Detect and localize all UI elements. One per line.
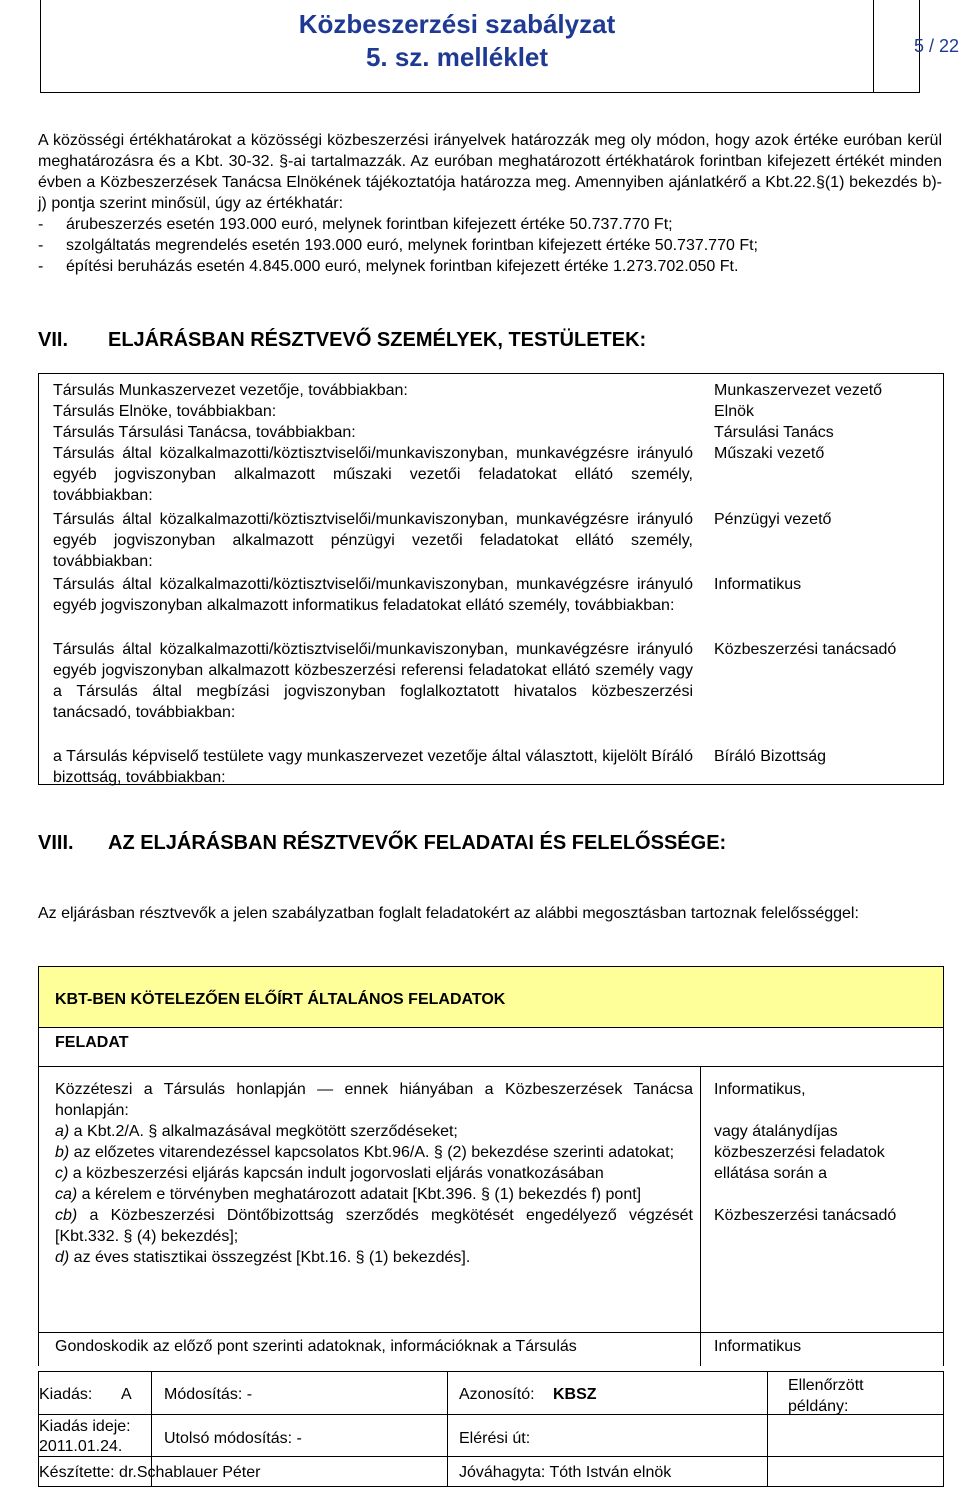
footer-divider <box>447 1372 448 1486</box>
threshold-services: szolgáltatás megrendelés esetén 193.000 euró, melynek forintban kifejezett értéke 50.737.770 Ft; <box>66 237 758 254</box>
list-item <box>38 235 942 256</box>
footer-row-divider <box>39 1456 943 1457</box>
person-description: Társulás által közalkalmazotti/köztisztviselői/munkaviszonyban, munkavégzésre irányuló egyéb jogviszonyban alkalmazott műszaki vezetői feladatokat ellátó személy, továbbiakban: <box>53 445 693 504</box>
intro-paragraph <box>38 130 942 277</box>
task-line: b) az előzetes vitarendezéssel kapcsolatos Kbt.96/A. § (2) bekezdése szerinti adatokat; <box>55 1144 675 1161</box>
document-title: Közbeszerzési szabályzat <box>298 9 616 39</box>
section-number: VII. <box>38 329 69 351</box>
footer-azonosito-label: Azonosító: <box>459 1386 535 1403</box>
page-number: 5 / 22 <box>913 35 960 56</box>
intro-text: A közösségi értékhatárokat a közösségi közbeszerzési irányelvek határozzák meg oly módon, hogy azok értéke euróban kerül meghatározásra és a Kbt. 30-32. §-ai tartalmazzák. Az euróban meghatározott értékhatárok forintban kifejezett értékét minden évben a Közbeszerzések Tanácsa Elnökének tájékoztatója határozza meg. Amennyiben ajánlatkérő a Kbt.22.§(1) bekezdés b)-j) pontja szerint minősül, úgy az értékhatár: <box>38 132 942 212</box>
threshold-goods: árubeszerzés esetén 193.000 euró, melynek forintban kifejezett értéke 50.737.770 Ft; <box>66 216 673 233</box>
dash-bullet: - <box>38 216 44 233</box>
footer-utolso-modositas: Utolsó módosítás: - <box>164 1430 302 1447</box>
footer-keszitette: Készítette: dr.Schablauer Péter <box>39 1464 261 1481</box>
footer-divider <box>767 1372 768 1486</box>
list-item <box>38 256 942 277</box>
task-line: a) a Kbt.2/A. § alkalmazásával megkötött szerződéseket; <box>55 1123 458 1140</box>
dash-bullet: - <box>38 258 44 275</box>
footer-modositas: Módosítás: - <box>164 1386 253 1403</box>
person-role: Munkaszervezet vezető <box>714 382 883 399</box>
person-role: Bíráló Bizottság <box>714 748 827 765</box>
person-description: Társulás Társulási Tanácsa, továbbiakban: <box>53 424 356 441</box>
person-description: Társulás Elnöke, továbbiakban: <box>53 403 277 420</box>
dash-bullet: - <box>38 237 44 254</box>
person-role: Társulási Tanács <box>714 424 834 441</box>
person-description: a Társulás képviselő testülete vagy munkaszervezet vezetője által választott, kijelölt Bíráló bizottság, továbbiakban: <box>53 748 693 786</box>
person-description: Társulás által közalkalmazotti/köztisztviselői/munkaviszonyban, munkavégzésre irányuló egyéb jogviszonyban alkalmazott közbeszerzési referensi feladatokat ellátó személy vagy a Társulás által megbízási jogviszonyban foglalkoztatott hivatalos közbeszerzési tanácsadó, továbbiakban: <box>53 641 693 721</box>
responsible-line: vagy átalánydíjas közbeszerzési feladatok ellátása során a <box>714 1123 885 1182</box>
row-divider <box>39 1066 943 1067</box>
person-description: Társulás által közalkalmazotti/köztisztviselői/munkaviszonyban, munkavégzésre irányuló egyéb jogviszonyban alkalmazott pénzügyi vezetői feladatokat ellátó személy, továbbiakban: <box>53 511 693 570</box>
persons-table <box>38 373 944 785</box>
threshold-works: építési beruházás esetén 4.845.000 euró, melynek forintban kifejezett értéke 1.273.702.050 Ft. <box>66 258 739 275</box>
footer-kiadas-ideje <box>39 1417 149 1457</box>
person-role: Közbeszerzési tanácsadó <box>714 641 897 658</box>
footer-kiadas-value: A <box>121 1386 132 1403</box>
task-line: d) az éves statisztikai összegzést [Kbt.16. § (1) bekezdés]. <box>55 1249 471 1266</box>
task-line: ca) a kérelem e törvényben meghatározott adatait [Kbt.396. § (1) bekezdés f) pont] <box>55 1186 642 1203</box>
footer-jovahagyta: Jóváhagyta: Tóth István elnök <box>459 1464 672 1481</box>
task-1-responsible <box>714 1079 934 1226</box>
footer-ellenorzott: Ellenőrzött példány: <box>788 1377 864 1415</box>
person-role: Informatikus <box>714 576 802 593</box>
person-role: Pénzügyi vezető <box>714 511 832 528</box>
responsible-line: Közbeszerzési tanácsadó <box>714 1207 897 1224</box>
section-title: ELJÁRÁSBAN RÉSZTVEVŐ SZEMÉLYEK, TESTÜLETEK: <box>108 329 647 351</box>
tasks-table <box>38 1026 944 1366</box>
document-subtitle: 5. sz. melléklet <box>365 42 549 72</box>
column-header-task: FELADAT <box>55 1034 129 1051</box>
section-title: AZ ELJÁRÁSBAN RÉSZTVEVŐK FELADATAI ÉS FELELŐSSÉGE: <box>108 832 727 854</box>
footer-eleresi-ut: Elérési út: <box>459 1430 531 1447</box>
footer-kiadas-label: Kiadás: <box>39 1386 93 1403</box>
person-role: Elnök <box>714 403 755 420</box>
responsible-line: Informatikus, <box>714 1081 806 1098</box>
footer-kiadas-ideje-value: 2011.01.24. <box>39 1438 123 1455</box>
person-description: Társulás által közalkalmazotti/köztisztviselői/munkaviszonyban, munkavégzésre irányuló egyéb jogviszonyban alkalmazott informatikus feladatokat ellátó személy, továbbiakban: <box>53 576 693 614</box>
row-divider <box>39 1332 943 1333</box>
task-1-description <box>55 1079 693 1268</box>
tasks-heading: KBT-BEN KÖTELEZŐEN ELŐÍRT ÁLTALÁNOS FELADATOK <box>55 991 506 1008</box>
section-8-intro: Az eljárásban résztvevők a jelen szabályzatban foglalt feladatokért az alábbi megosztásban tartoznak felelősséggel: <box>38 905 859 922</box>
footer-azonosito-value: KBSZ <box>553 1386 597 1403</box>
task-2-responsible: Informatikus <box>714 1338 802 1355</box>
footer-kiadas-ideje-label: Kiadás ideje: <box>39 1418 131 1435</box>
section-number: VIII. <box>38 832 74 854</box>
task-line: cb) a Közbeszerzési Döntőbizottság szerződés megkötését engedélyező végzését [Kbt.332. § (4) bekezdés]; <box>55 1207 693 1245</box>
page-header <box>40 0 960 93</box>
column-divider <box>700 1066 701 1366</box>
list-item <box>38 214 942 235</box>
task-line: c) a közbeszerzési eljárás kapcsán indult jogorvoslati eljárás vonatkozásában <box>55 1165 604 1182</box>
person-role: Műszaki vezető <box>714 445 825 462</box>
person-description: Társulás Munkaszervezet vezetője, továbbiakban: <box>53 382 408 399</box>
task-2-description: Gondoskodik az előző pont szerinti adatoknak, információknak a Társulás <box>55 1338 577 1355</box>
document-footer <box>38 1371 944 1487</box>
tasks-heading-box <box>38 966 944 1028</box>
task-line: Közzéteszi a Társulás honlapján — ennek hiányában a Közbeszerzések Tanácsa honlapján: <box>55 1081 693 1119</box>
